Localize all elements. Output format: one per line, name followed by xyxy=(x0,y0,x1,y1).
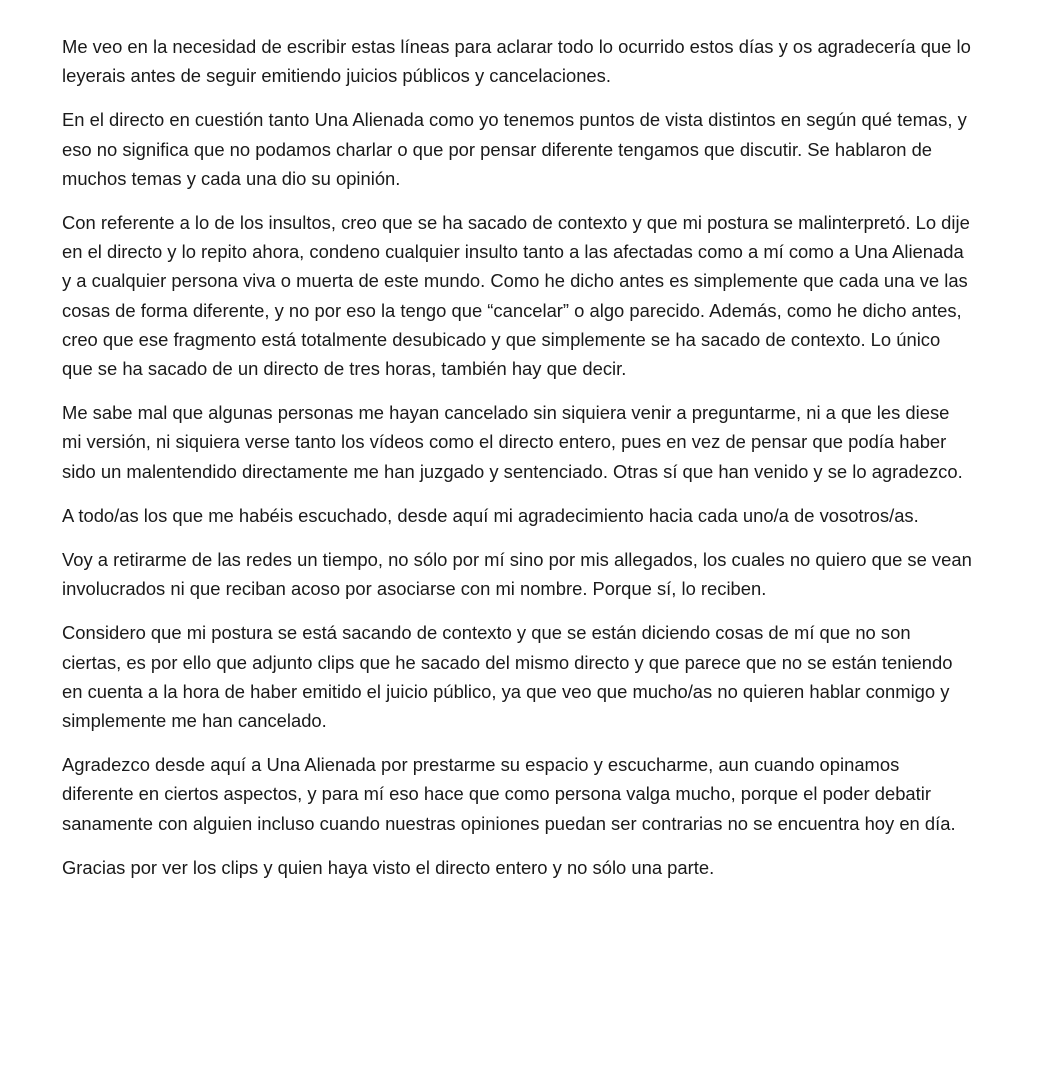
document-body xyxy=(62,32,972,897)
paragraph-9: Gracias por ver los clips y quien haya visto el directo entero y no sólo una parte. xyxy=(62,856,715,878)
paragraph-7: Considero que mi postura se está sacando de contexto y que se están diciendo cosas de mí que no son ciertas, es por ello que adjunto clips que he sacado del mismo directo y que parece que no se están teniendo en cuenta a la hora de haber emitido el juicio público, ya que veo que mucho/as no quieren hablar conmigo y simplemente me han cancelado. xyxy=(62,622,953,732)
paragraph-1: Me veo en la necesidad de escribir estas líneas para aclarar todo lo ocurrido estos días y os agradecería que lo leyerais antes de seguir emitiendo juicios públicos y cancelaciones. xyxy=(62,36,971,87)
paragraph-5: A todo/as los que me habéis escuchado, desde aquí mi agradecimiento hacia cada uno/a de vosotros/as. xyxy=(62,504,919,526)
paragraph-3: Con referente a lo de los insultos, creo que se ha sacado de contexto y que mi postura se malinterpretó. Lo dije en el directo y lo repito ahora, condeno cualquier insulto tanto a las afectadas como a mí como a Una Alienada y a cualquier persona viva o muerta de este mundo. Como he dicho antes es simplemente que cada una ve las cosas de forma diferente, y no por eso la tengo que “cancelar” o algo parecido. Además, como he dicho antes, creo que ese fragmento está totalmente desubicado y que simplemente se ha sacado de contexto. Lo único que se ha sacado de un directo de tres horas, también hay que decir. xyxy=(62,212,970,380)
paragraph-8: Agradezco desde aquí a Una Alienada por prestarme su espacio y escucharme, aun cuando opinamos diferente en ciertos aspectos, y para mí eso hace que como persona valga mucho, porque el poder debatir sanamente con alguien incluso cuando nuestras opiniones puedan ser contrarias no se encuentra hoy en día. xyxy=(62,754,956,834)
paragraph-2: En el directo en cuestión tanto Una Alienada como yo tenemos puntos de vista distintos en según qué temas, y eso no significa que no podamos charlar o que por pensar diferente tengamos que discutir. Se hablaron de muchos temas y cada una dio su opinión. xyxy=(62,109,967,189)
paragraph-4: Me sabe mal que algunas personas me hayan cancelado sin siquiera venir a preguntarme, ni a que les diese mi versión, ni siquiera verse tanto los vídeos como el directo entero, pues en vez de pensar que podía haber sido un malentendido directamente me han juzgado y sentenciado. Otras sí que han venido y se lo agradezco. xyxy=(62,402,963,482)
paragraph-6: Voy a retirarme de las redes un tiempo, no sólo por mí sino por mis allegados, los cuales no quiero que se vean involucrados ni que reciban acoso por asociarse con mi nombre. Porque sí, lo reciben. xyxy=(62,549,972,600)
